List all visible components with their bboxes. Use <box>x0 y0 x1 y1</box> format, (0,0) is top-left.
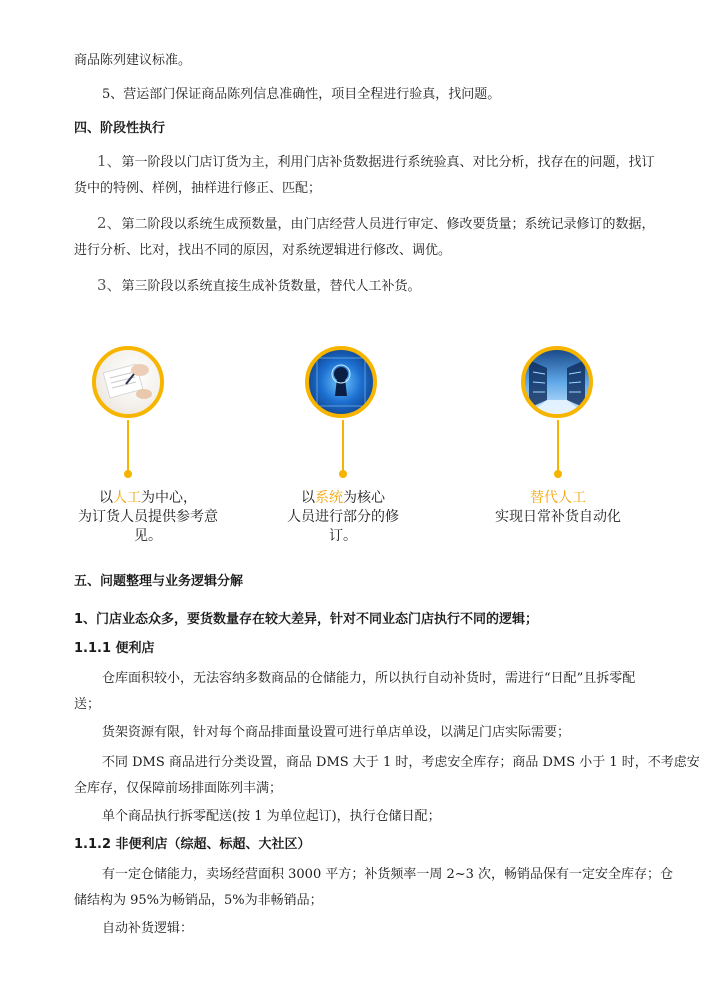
text-line: 自动补货逻辑： <box>102 921 194 936</box>
text-line: 储结构为 95%为畅销品，5%为非畅销品； <box>74 893 323 908</box>
connector-dot <box>124 470 132 478</box>
section-heading-5: 五、问题整理与业务逻辑分解 <box>74 574 244 589</box>
caption-line <box>53 489 243 508</box>
text-line: 商品陈列建议标准。 <box>74 53 192 68</box>
text-line: 货中的特例、样例，抽样进行修正、匹配； <box>74 181 322 196</box>
card-caption-1 <box>53 489 243 546</box>
caption-line: 订。 <box>329 528 357 544</box>
subsection-heading: 1、门店业态众多，要货数量存在较大差异，针对不同业态门店执行不同的逻辑； <box>74 612 539 627</box>
text-line: 有一定仓储能力，卖场经营面积 3000 平方；补货频率一周 2~3 次，畅销品保有一定安全库存；仓 <box>102 867 674 882</box>
caption-highlight: 人工 <box>113 490 141 506</box>
text-line: 第三阶段以系统直接生成补货数量，替代人工补货。 <box>121 279 421 294</box>
text-line: 全库存，仅保障前场排面陈列丰满； <box>74 781 283 796</box>
connector-dot <box>554 470 562 478</box>
text-line: 第二阶段以系统生成预数量，由门店经营人员进行审定、修改要货量；系统记录修订的数据， <box>121 217 655 232</box>
connector-line <box>342 420 344 472</box>
connector-dot <box>339 470 347 478</box>
text-line: 单个商品执行拆零配送(按 1 为单位起订)，执行仓储日配； <box>102 809 441 824</box>
caption-text: 以 <box>99 490 113 506</box>
paragraph-number: 1、 <box>97 152 122 170</box>
card-caption-2 <box>248 489 438 546</box>
paragraph-3 <box>97 276 421 296</box>
caption-text: 为核心 <box>343 490 385 506</box>
caption-text: 为中心， <box>141 490 197 506</box>
caption-line: 为订货人员提供参考意 <box>78 509 218 525</box>
caption-text: 以 <box>301 490 315 506</box>
text-line: 送； <box>74 697 101 712</box>
text-line: 不同 DMS 商品进行分类设置，商品 DMS 大于 1 时，考虑安全库存；商品 DMS 小于 1 时，不考虑安 <box>102 755 700 770</box>
text-line: 仓库面积较小，无法容纳多数商品的仓储能力，所以执行自动补货时，需进行“日配”且拆零配 <box>102 671 636 686</box>
subsection-heading-1-1-1: 1.1.1 便利店 <box>74 641 155 656</box>
connector-line <box>127 420 129 472</box>
keyhole-image <box>305 346 377 418</box>
caption-line: 实现日常补货自动化 <box>495 509 621 525</box>
caption-line <box>463 489 653 508</box>
paragraph-number: 2、 <box>97 214 122 232</box>
text-line: 5、营运部门保证商品陈列信息准确性，项目全程进行验真，找问题。 <box>102 87 501 102</box>
caption-line <box>248 489 438 508</box>
paragraph-number: 3、 <box>97 276 122 294</box>
server-room-image <box>521 346 593 418</box>
paragraph-2 <box>97 214 655 234</box>
subsection-heading-1-1-2: 1.1.2 非便利店（综超、标超、大社区） <box>74 837 311 852</box>
text-line: 第一阶段以门店订货为主，利用门店补货数据进行系统验真、对比分析，找存在的问题，找订 <box>121 155 655 170</box>
paperwork-icon <box>96 350 160 414</box>
caption-line: 人员进行部分的修 <box>287 509 399 525</box>
caption-line: 见。 <box>134 528 162 544</box>
connector-line <box>557 420 559 472</box>
caption-highlight: 替代人工 <box>530 490 586 506</box>
text-line: 进行分析、比对，找出不同的原因，对系统逻辑进行修改、调优。 <box>74 243 452 258</box>
server-room-icon <box>525 350 589 414</box>
section-heading-4: 四、阶段性执行 <box>74 121 166 136</box>
card-caption-3 <box>463 489 653 527</box>
text-line: 货架资源有限，针对每个商品排面量设置可进行单店单设，以满足门店实际需要； <box>102 725 571 740</box>
paperwork-image <box>92 346 164 418</box>
keyhole-icon <box>309 350 373 414</box>
paragraph-1 <box>97 152 655 172</box>
caption-highlight: 系统 <box>315 490 343 506</box>
